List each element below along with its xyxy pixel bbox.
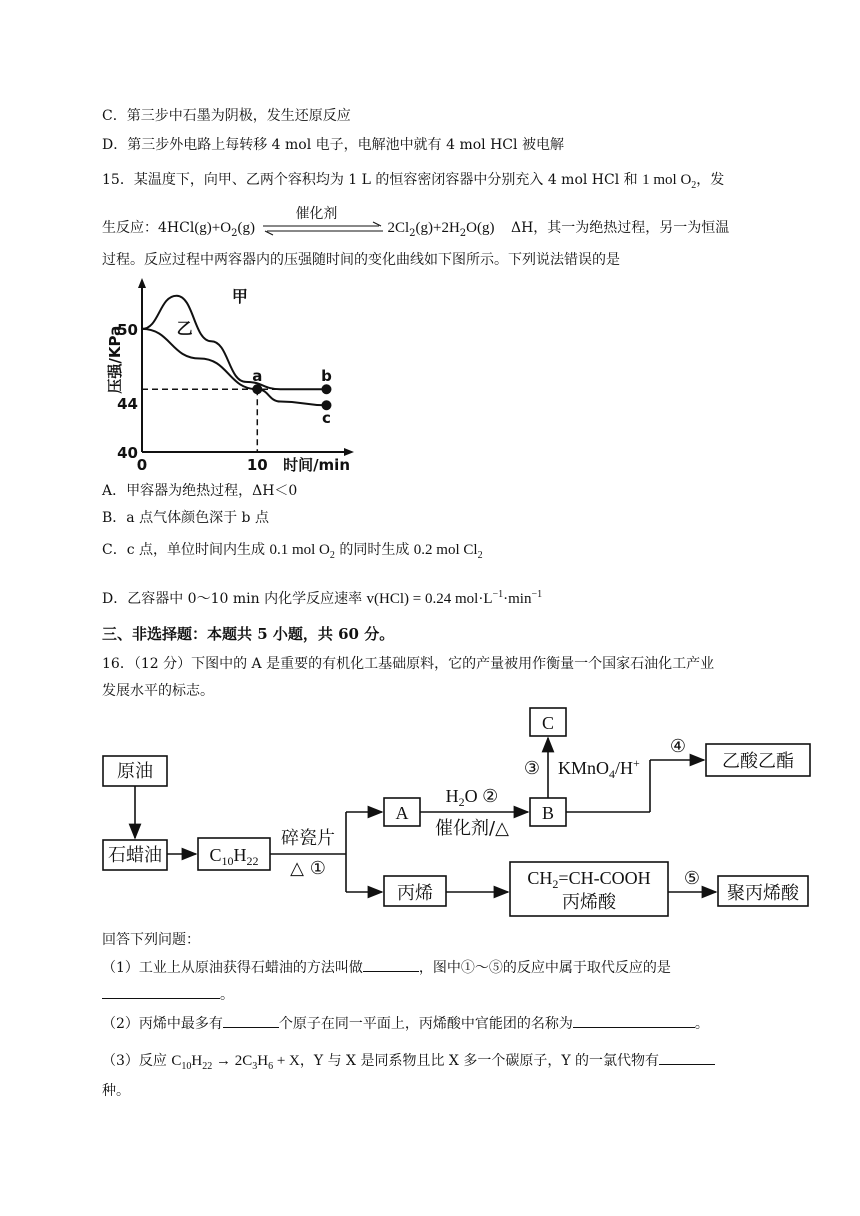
q16-part-2 <box>102 1013 709 1034</box>
condition-4-label: ④ <box>669 736 687 757</box>
equation-sub: 2 <box>409 227 416 239</box>
answer-blank[interactable] <box>102 984 220 999</box>
q15-stem-line3: 过程。反应过程中两容器内的压强随时间的变化曲线如下图所示。下列说法错误的是 <box>102 252 620 268</box>
section-3-heading: 三、非选择题：本题共 5 小题，共 60 分。 <box>102 625 395 643</box>
x-tick-label: 0 <box>136 456 148 474</box>
equation-tail: ΔH，其一为绝热过程，另一为恒温 <box>510 220 730 236</box>
equation-sub: 2 <box>459 227 467 239</box>
equation-part: 2Cl <box>387 220 410 236</box>
answer-blank[interactable] <box>573 1013 695 1028</box>
part-text: ，图中①～⑤的反应中属于取代反应的是 <box>418 960 671 976</box>
part-text: （3）反应 <box>102 1053 167 1069</box>
part-text: 。 <box>694 1016 709 1032</box>
acrylic-acid-name: 丙烯酸 <box>562 892 616 913</box>
q15-option-d <box>102 585 542 609</box>
y-tick-label: 50 <box>117 320 138 339</box>
y-axis-arrow-icon <box>138 278 146 288</box>
c10h22-label: $C_{10}H_{22}$ <box>209 845 259 868</box>
q16-stem-line1: 16．（12 分）下图中的 A 是重要的有机化工基础原料，它的产量被用作衡量一个国家石油化工产业 <box>102 656 715 672</box>
A-label: A <box>395 803 409 823</box>
acrylic-acid-formula: $CH_2=CH$-COOH <box>527 868 651 891</box>
q15-option-a: A．甲容器为绝热过程，ΔH＜0 <box>102 483 298 499</box>
y-tick-label: 40 <box>117 444 138 462</box>
q16-part-3-cont: 种。 <box>102 1083 130 1099</box>
ethyl-acetate-label: 乙酸乙酯 <box>722 751 794 772</box>
condition-5-label: ⑤ <box>683 868 701 889</box>
equation-part: (g)+O <box>194 220 232 236</box>
y-tick-label: 44 <box>117 394 138 413</box>
answer-blank[interactable] <box>363 957 419 972</box>
synthesis-flow-diagram <box>100 702 820 932</box>
equilibrium-arrow <box>259 206 387 238</box>
x-tick-label: 10 <box>246 456 268 474</box>
q16-part-1 <box>102 957 671 978</box>
answer-blank[interactable] <box>659 1050 715 1065</box>
reaction-equation: $C_{10}H_{22} \to 2C_3H_6 + X$ <box>171 1053 300 1072</box>
equation-part: 生反应：4HCl <box>102 220 195 236</box>
answer-intro: 回答下列问题： <box>102 932 200 948</box>
q15-stem-tail: ，发 <box>696 172 725 188</box>
point-label: b <box>321 367 332 386</box>
equation-part: (g)+2H <box>415 220 460 236</box>
part-text: 个原子在同一平面上，丙烯酸中官能团的名称为 <box>278 1016 573 1032</box>
condition-2-top: $H_2O$ ② <box>445 786 499 809</box>
data-point <box>321 384 331 394</box>
condition-1-top: 碎瓷片 <box>281 828 335 849</box>
point-label: a <box>252 367 263 386</box>
part-text: ，Y 与 X 是同系物且比 X 多一个碳原子，Y 的一氯代物有 <box>299 1053 660 1069</box>
part-text: 。 <box>220 987 234 1003</box>
q15-stem-line1 <box>102 170 724 196</box>
q15-stem-text: 15．某温度下，向甲、乙两个容积均为 1 L 的恒容密闭容器中分别充入 4 mol HCl 和 <box>102 172 638 188</box>
series-label: 甲 <box>231 286 248 306</box>
condition-2-bottom: 催化剂/△ <box>435 818 509 839</box>
q15-o2-amount: 1 mol $O_2$ <box>642 172 697 191</box>
condition-3-label: ③ <box>523 758 541 779</box>
q14-option-c: C．第三步中石墨为阴极，发生还原反应 <box>102 108 351 124</box>
part-text: （1）工业上从原油获得石蜡油的方法叫做 <box>102 960 363 976</box>
option-formula: 0.1 mol $O_2$ <box>269 542 335 561</box>
pressure-time-chart <box>102 278 362 478</box>
series-label: 乙 <box>176 318 193 338</box>
propene-label: 丙烯 <box>397 883 433 904</box>
C-label: C <box>541 713 555 733</box>
kmno4-label: KMnO$_4$/H+ <box>558 756 640 781</box>
paraffin-oil-label: 石蜡油 <box>108 845 162 866</box>
q14-option-d: D．第三步外电路上每转移 4 mol 电子，电解池中就有 4 mol HCl 被电解 <box>102 137 564 153</box>
equation-part: O(g) <box>466 220 495 236</box>
polyacrylic-acid-label: 聚丙烯酸 <box>727 883 799 904</box>
catalyst-label: 催化剂 <box>295 206 338 222</box>
q16-part-1-cont <box>102 984 234 1005</box>
point-label: c <box>322 409 331 428</box>
q15-option-c <box>102 540 483 566</box>
option-rate-formula: v(HCl) = 0.24 $mol\cdot L^{-1}\cdot\min^{-1}$ <box>366 589 543 607</box>
series-line <box>142 329 326 405</box>
x-axis-label: 时间/min <box>283 456 350 474</box>
q15-equation-line <box>102 206 730 244</box>
equation-part: (g) <box>237 220 255 236</box>
B-label: B <box>541 803 555 823</box>
data-point <box>252 384 262 394</box>
part-text: （2）丙烯中最多有 <box>102 1016 223 1032</box>
option-text: C．c 点，单位时间内生成 <box>102 542 266 558</box>
option-text: D．乙容器中 0～10 min 内化学反应速率 <box>102 591 363 607</box>
option-formula: 0.2 mol $Cl_2$ <box>413 542 483 561</box>
option-text: 的同时生成 <box>339 542 410 558</box>
reversible-arrow-icon <box>259 220 387 240</box>
y-axis-label: 压强/KPa <box>106 325 124 394</box>
equation-sub: 2 <box>231 227 238 239</box>
q16-part-3 <box>102 1050 715 1077</box>
crude-oil-label: 原油 <box>117 761 153 782</box>
q16-stem-line2: 发展水平的标志。 <box>102 683 214 699</box>
answer-blank[interactable] <box>223 1013 279 1028</box>
condition-1-bottom: △ ① <box>290 858 326 879</box>
q15-option-b: B．a 点气体颜色深于 b 点 <box>102 510 269 526</box>
x-axis-arrow-icon <box>344 448 354 456</box>
